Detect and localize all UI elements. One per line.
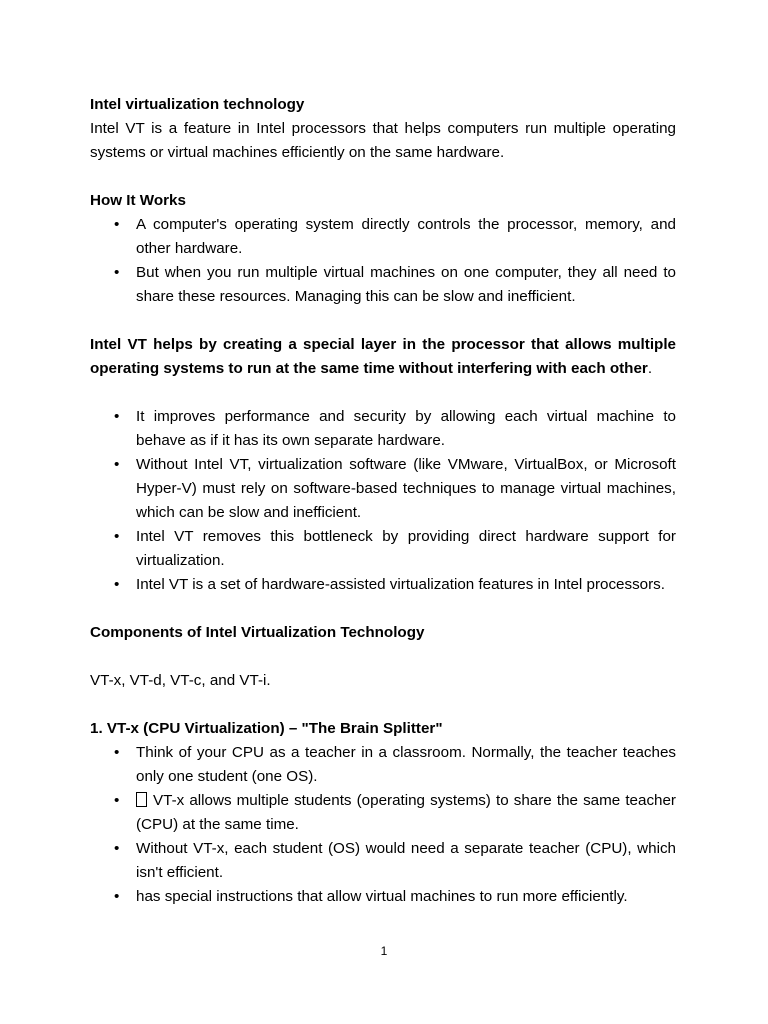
list-item-text: Without Intel VT, virtualization software (like VMware, VirtualBox, or Microsoft Hyper-V) must rely on software-based techniques to manage virtual machines, which can be slow and inefficient. xyxy=(136,456,676,521)
intro-paragraph: Intel VT is a feature in Intel processors that helps computers run multiple operating systems or virtual machines efficiently on the same hardware. xyxy=(90,120,676,161)
bullet: • xyxy=(114,792,120,809)
emphasis-tail: . xyxy=(647,360,653,377)
list-item-text: A computer's operating system directly controls the processor, memory, and other hardware. xyxy=(136,216,676,257)
how-it-works-heading: How It Works xyxy=(90,192,186,209)
spacer xyxy=(90,645,676,669)
bullet: • xyxy=(114,408,120,425)
list-item-text: Think of your CPU as a teacher in a classroom. Normally, the teacher teaches only one student (one OS). xyxy=(136,744,676,785)
document-page xyxy=(90,93,676,909)
list-item-text: But when you run multiple virtual machines on one computer, they all need to share these resources. Managing this can be slow and inefficient. xyxy=(136,264,676,305)
vtx-list xyxy=(90,741,676,909)
emphasis-bold-text: Intel VT helps by creating a special layer in the processor that allows multiple operating systems to run at the same time without interfering with each other xyxy=(90,336,676,377)
missing-glyph-icon xyxy=(136,792,147,807)
bullet: • xyxy=(114,840,120,857)
list-item-text: It improves performance and security by allowing each virtual machine to behave as if it has its own separate hardware. xyxy=(136,408,676,449)
list-item-text: Without VT-x, each student (OS) would need a separate teacher (CPU), which isn't efficient. xyxy=(136,840,676,881)
list-item-text: Intel VT is a set of hardware-assisted virtualization features in Intel processors. xyxy=(136,576,665,593)
spacer xyxy=(90,165,676,189)
list-item-text: has special instructions that allow virtual machines to run more efficiently. xyxy=(136,888,628,905)
list-item xyxy=(90,213,676,261)
bullet: • xyxy=(114,528,120,545)
spacer xyxy=(90,309,676,333)
list-item xyxy=(90,741,676,789)
components-list: VT-x, VT-d, VT-c, and VT-i. xyxy=(90,672,271,689)
bullet: • xyxy=(114,744,120,761)
bullet: • xyxy=(114,456,120,473)
spacer xyxy=(90,597,676,621)
bullet: • xyxy=(114,576,120,593)
list-item xyxy=(90,405,676,453)
document-title: Intel virtualization technology xyxy=(90,96,305,113)
list-item-text: VT-x allows multiple students (operating systems) to share the same teacher (CPU) at the same time. xyxy=(136,792,676,833)
list-item xyxy=(90,453,676,525)
spacer xyxy=(90,693,676,717)
list-item xyxy=(90,525,676,573)
list-item-text: Intel VT removes this bottleneck by providing direct hardware support for virtualization. xyxy=(136,528,676,569)
list-item xyxy=(90,573,676,597)
components-heading: Components of Intel Virtualization Technology xyxy=(90,624,425,641)
list-item xyxy=(90,837,676,885)
benefits-list xyxy=(90,405,676,597)
vtx-heading: 1. VT-x (CPU Virtualization) – "The Brain Splitter" xyxy=(90,720,443,737)
list-item xyxy=(90,885,676,909)
bullet: • xyxy=(114,216,120,233)
how-it-works-list xyxy=(90,213,676,309)
spacer xyxy=(90,381,676,405)
emphasis-paragraph xyxy=(90,333,676,381)
list-item xyxy=(90,261,676,309)
list-item xyxy=(90,789,676,837)
bullet: • xyxy=(114,888,120,905)
bullet: • xyxy=(114,264,120,281)
page-number: 1 xyxy=(380,944,388,958)
